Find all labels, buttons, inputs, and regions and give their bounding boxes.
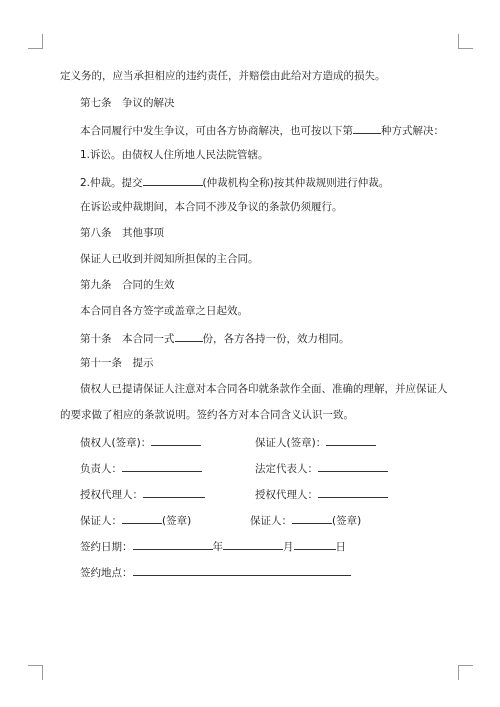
blank-method-number[interactable] [353, 122, 381, 134]
sig-guarantor-right [250, 512, 361, 528]
crop-mark-top-right [458, 34, 473, 49]
paragraph-during-dispute: 在诉讼或仲裁期间，本合同不涉及争议的条款仍须履行。 [80, 201, 343, 213]
text-dispute-b: 种方式解决： [381, 125, 444, 137]
crop-mark-top-left [28, 34, 43, 49]
paragraph-effectiveness: 本合同自各方签字或盖章之日起效。 [80, 305, 248, 317]
sig-date [80, 538, 346, 554]
heading-article-9: 第九条 合同的生效 [80, 279, 175, 291]
blank-creditor-sign[interactable] [151, 434, 201, 446]
label-agent-right: 授权代理人： [255, 489, 318, 501]
paragraph-notice-1: 债权人已提请保证人注意对本合同各印就条款作全面、准确的理解，并应保证人 [80, 383, 448, 395]
text-arbitration-b: (仲裁机构全称)按其仲裁规则进行仲裁。 [202, 177, 390, 189]
label-guarantor-right: 保证人： [250, 515, 292, 527]
sig-guarantor-left [80, 512, 191, 528]
label-guarantor: 保证人(签章)： [255, 437, 327, 449]
text-copies-b: 份，各方各持一份，效力相同。 [202, 333, 350, 345]
item-litigation: 1.诉讼。由债权人住所地人民法院管辖。 [80, 149, 269, 161]
paragraph-other-matters: 保证人已收到并阅知所担保的主合同。 [80, 253, 259, 265]
label-legal-rep: 法定代表人： [255, 463, 318, 475]
blank-sign-place[interactable] [133, 564, 351, 576]
blank-guarantor-sign[interactable] [326, 434, 376, 446]
item-arbitration [80, 174, 389, 190]
blank-agent-left[interactable] [143, 486, 205, 498]
blank-legal-rep[interactable] [318, 460, 388, 472]
heading-article-10 [80, 330, 350, 346]
label-day: 日 [335, 541, 346, 553]
label-principal: 负责人： [80, 463, 122, 475]
sig-place [80, 564, 351, 580]
blank-principal[interactable] [122, 460, 202, 472]
blank-guarantor-left[interactable] [122, 512, 162, 524]
blank-guarantor-right[interactable] [292, 512, 332, 524]
sig-creditor [80, 434, 201, 450]
text-arbitration-a: 2.仲裁。提交 [80, 177, 143, 189]
sig-legal-rep [255, 460, 388, 476]
paragraph-dispute [80, 122, 444, 138]
label-seal-right: (签章) [332, 515, 362, 527]
blank-arbitration-institution[interactable] [143, 174, 203, 186]
paragraph-liability: 定义务的，应当承担相应的违约责任，并赔偿由此给对方造成的损失。 [60, 70, 386, 82]
label-creditor: 债权人(签章)： [80, 437, 152, 449]
blank-year[interactable] [133, 538, 213, 550]
label-month: 月 [283, 541, 294, 553]
label-seal-left: (签章) [162, 515, 192, 527]
label-sign-place: 签约地点： [80, 567, 133, 579]
heading-article-7: 第七条 争议的解决 [80, 97, 175, 109]
blank-day[interactable] [294, 538, 336, 550]
label-sign-date: 签约日期： [80, 541, 133, 553]
label-year: 年 [212, 541, 223, 553]
sig-agent-right [255, 486, 388, 502]
text-dispute-a: 本合同履行中发生争议，可由各方协商解决，也可按以下第 [80, 125, 353, 137]
sig-guarantor [255, 434, 376, 450]
label-guarantor-left: 保证人： [80, 515, 122, 527]
crop-mark-bottom-right [458, 665, 473, 680]
label-agent-left: 授权代理人： [80, 489, 143, 501]
text-copies-a: 第十条 本合同一式 [80, 333, 175, 345]
paragraph-notice-2: 的要求做了相应的条款说明。签约各方对本合同含义认识一致。 [60, 409, 354, 421]
heading-article-11: 第十一条 提示 [80, 357, 154, 369]
sig-agent-left [80, 486, 205, 502]
blank-month[interactable] [223, 538, 283, 550]
blank-copy-count[interactable] [175, 330, 203, 342]
heading-article-8: 第八条 其他事项 [80, 227, 164, 239]
crop-mark-bottom-left [28, 665, 43, 680]
blank-agent-right[interactable] [318, 486, 388, 498]
sig-principal [80, 460, 202, 476]
